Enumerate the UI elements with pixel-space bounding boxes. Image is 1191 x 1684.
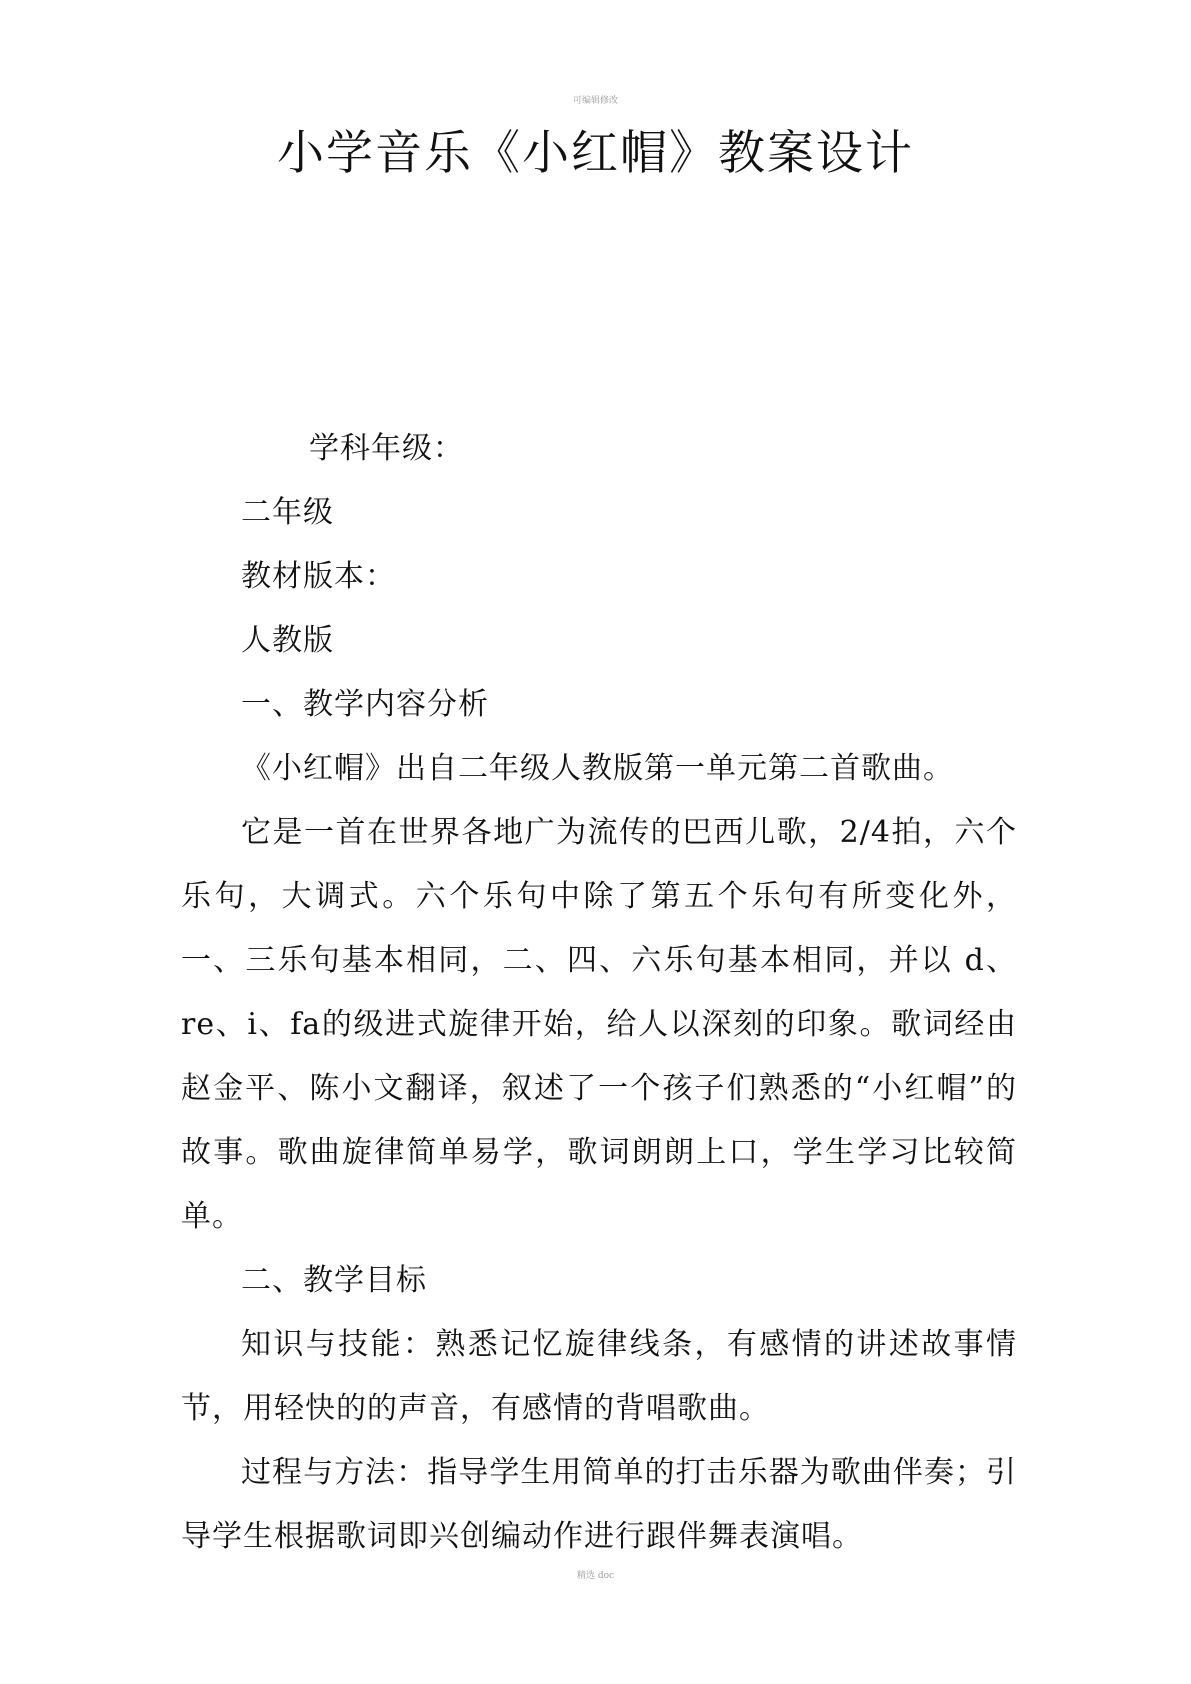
section-heading-content-analysis: 一、教学内容分析 [241, 687, 489, 722]
paragraph-song-source: 《小红帽》出自二年级人教版第一单元第二首歌曲。 [241, 751, 954, 786]
page-title: 小学音乐《小红帽》教案设计 [277, 126, 914, 181]
document-body [181, 417, 1017, 1569]
subject-label: 学科年级： [309, 431, 464, 466]
grade-value: 二年级 [241, 495, 334, 530]
paragraph-knowledge-skills: 知识与技能：熟悉记忆旋律线条，有感情的讲述故事情节，用轻快的的声音，有感情的背唱歌曲。 [181, 1327, 1017, 1426]
textbook-label: 教材版本： [241, 559, 396, 594]
textbook-value: 人教版 [241, 623, 334, 658]
paragraph-song-description: 它是一首在世界各地广为流传的巴西儿歌，2/4拍，六个乐句，大调式。六个乐句中除了第五个乐句有所变化外，一、三乐句基本相同，二、四、六乐句基本相同，并以 d、re、i、fa的级进式旋律开始，给人以深刻的印象。歌词经由赵金平、陈小文翻译，叙述了一个孩子们熟悉的“小红帽”的故事。歌曲旋律简单易学，歌词朗朗上口，学生学习比较简单。 [181, 815, 1017, 1234]
footer-note: 精选 doc [576, 1571, 615, 1581]
header-note: 可编辑修改 [572, 96, 618, 106]
paragraph-process-method: 过程与方法：指导学生用简单的打击乐器为歌曲伴奏；引导学生根据歌词即兴创编动作进行跟伴舞表演唱。 [181, 1455, 1017, 1554]
section-heading-teaching-goals: 二、教学目标 [241, 1263, 427, 1298]
